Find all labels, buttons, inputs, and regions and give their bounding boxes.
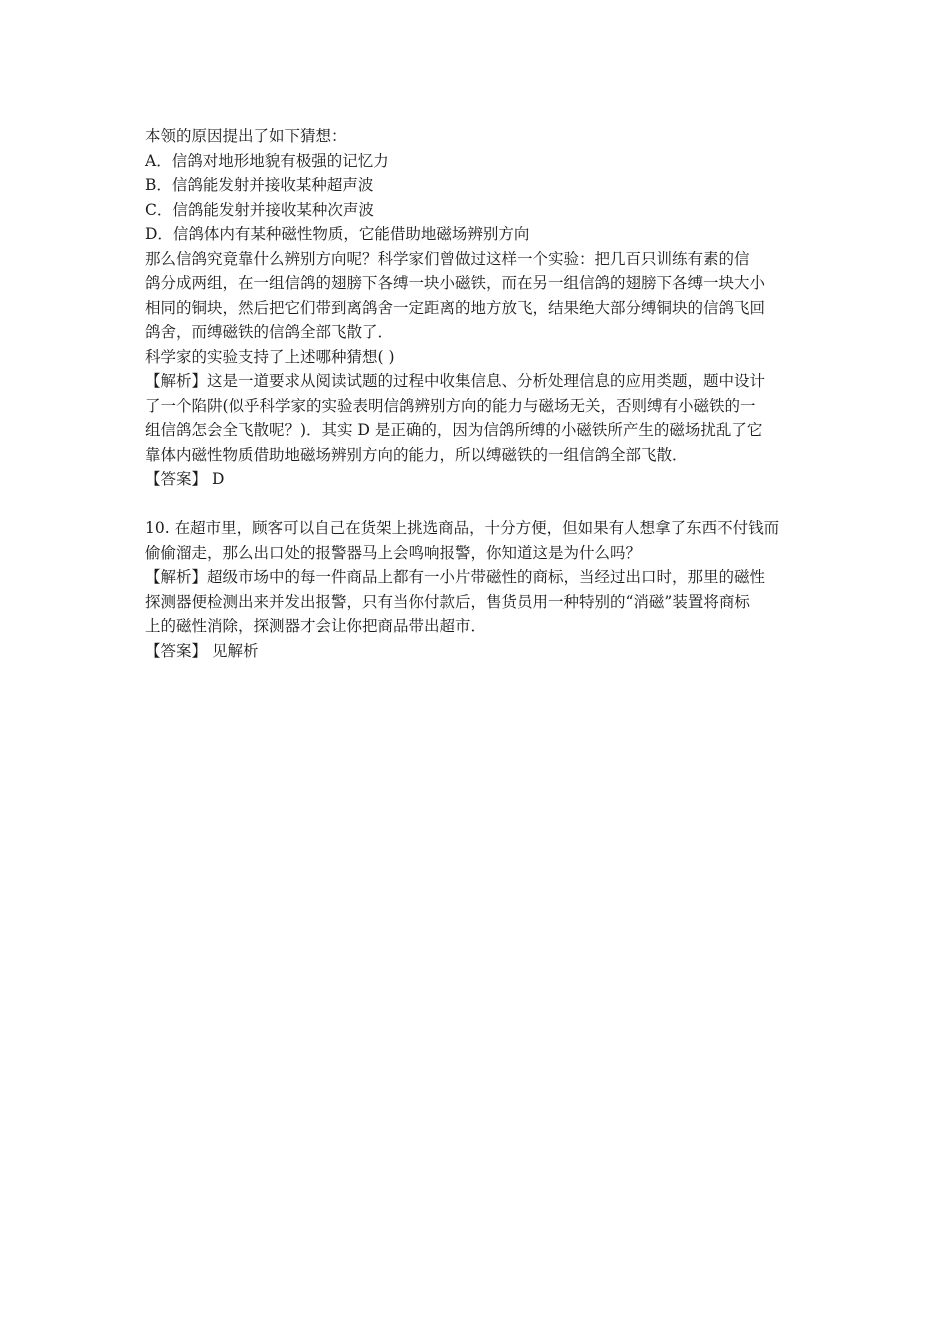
q9-intro: 本领的原因提出了如下猜想： — [145, 127, 347, 145]
q9-option-d: D．信鸽体内有某种磁性物质，它能借助地磁场辨别方向 — [145, 225, 530, 243]
q10-question-line: 偷偷溜走，那么出口处的报警器马上会鸣响报警，你知道这是为什么吗？ — [145, 543, 642, 562]
q10-answer — [145, 639, 815, 664]
q9-analysis-line: 靠体内磁性物质借助地磁场辨别方向的能力，所以缚磁铁的一组信鸽全部飞散． — [145, 445, 688, 464]
spacer — [145, 492, 815, 517]
q9-question: 科学家的实验支持了上述哪种猜想( ) — [145, 347, 395, 366]
answer-text: 见解析 — [207, 641, 259, 660]
q9-analysis-line — [145, 369, 815, 394]
document-page — [145, 124, 815, 663]
answer-tag: 【答案】 — [145, 641, 208, 660]
q9-analysis-line: 组信鸽怎会全飞散呢？)．其实 D 是正确的，因为信鸽所缚的小磁铁所产生的磁场扰乱了它 — [145, 421, 763, 439]
q10-analysis-line: 探测器便检测出来并发出报警，只有当你付款后，售货员用一种特别的“消磁”装置将商标 — [145, 592, 750, 611]
q9-experiment-line: 那么信鸽究竟靠什么辨别方向呢？科学家们曾做过这样一个实验：把几百只训练有素的信 — [145, 249, 750, 268]
q9-option-b: B．信鸽能发射并接收某种超声波 — [145, 176, 374, 194]
q10-question-line: 10. 在超市里，顾客可以自己在货架上挑选商品，十分方便，但如果有人想拿了东西不付钱而 — [145, 519, 780, 537]
q9-option-c: C．信鸽能发射并接收某种次声波 — [145, 200, 374, 219]
q9-experiment-line: 鸽分成两组，在一组信鸽的翅膀下各缚一块小磁铁，而在另一组信鸽的翅膀下各缚一块大小 — [145, 274, 766, 292]
analysis-text: 这是一道要求从阅读试题的过程中收集信息、分析处理信息的应用类题，题中设计 — [207, 372, 766, 390]
q9-experiment-line: 鸽舍，而缚磁铁的信鸽全部飞散了． — [145, 323, 394, 341]
q10-analysis-line: 上的磁性消除，探测器才会让你把商品带出超市． — [145, 617, 487, 635]
q9-experiment-line: 相同的铜块，然后把它们带到离鸽舍一定距离的地方放飞，结果绝大部分缚铜块的信鸽飞回 — [145, 298, 766, 317]
analysis-text: 超级市场中的每一件商品上都有一小片带磁性的商标，当经过出口时，那里的磁性 — [207, 568, 766, 586]
q10-analysis-line — [145, 565, 815, 590]
q9-analysis-line: 了一个陷阱(似乎科学家的实验表明信鸽辨别方向的能力与磁场无关，否则缚有小磁铁的一 — [145, 396, 756, 415]
analysis-tag: 【解析】 — [145, 372, 208, 390]
analysis-tag: 【解析】 — [145, 568, 208, 586]
q9-option-a: A．信鸽对地形地貌有极强的记忆力 — [145, 151, 389, 170]
answer-text: D — [207, 470, 225, 488]
q9-answer — [145, 467, 815, 492]
answer-tag: 【答案】 — [145, 470, 208, 488]
